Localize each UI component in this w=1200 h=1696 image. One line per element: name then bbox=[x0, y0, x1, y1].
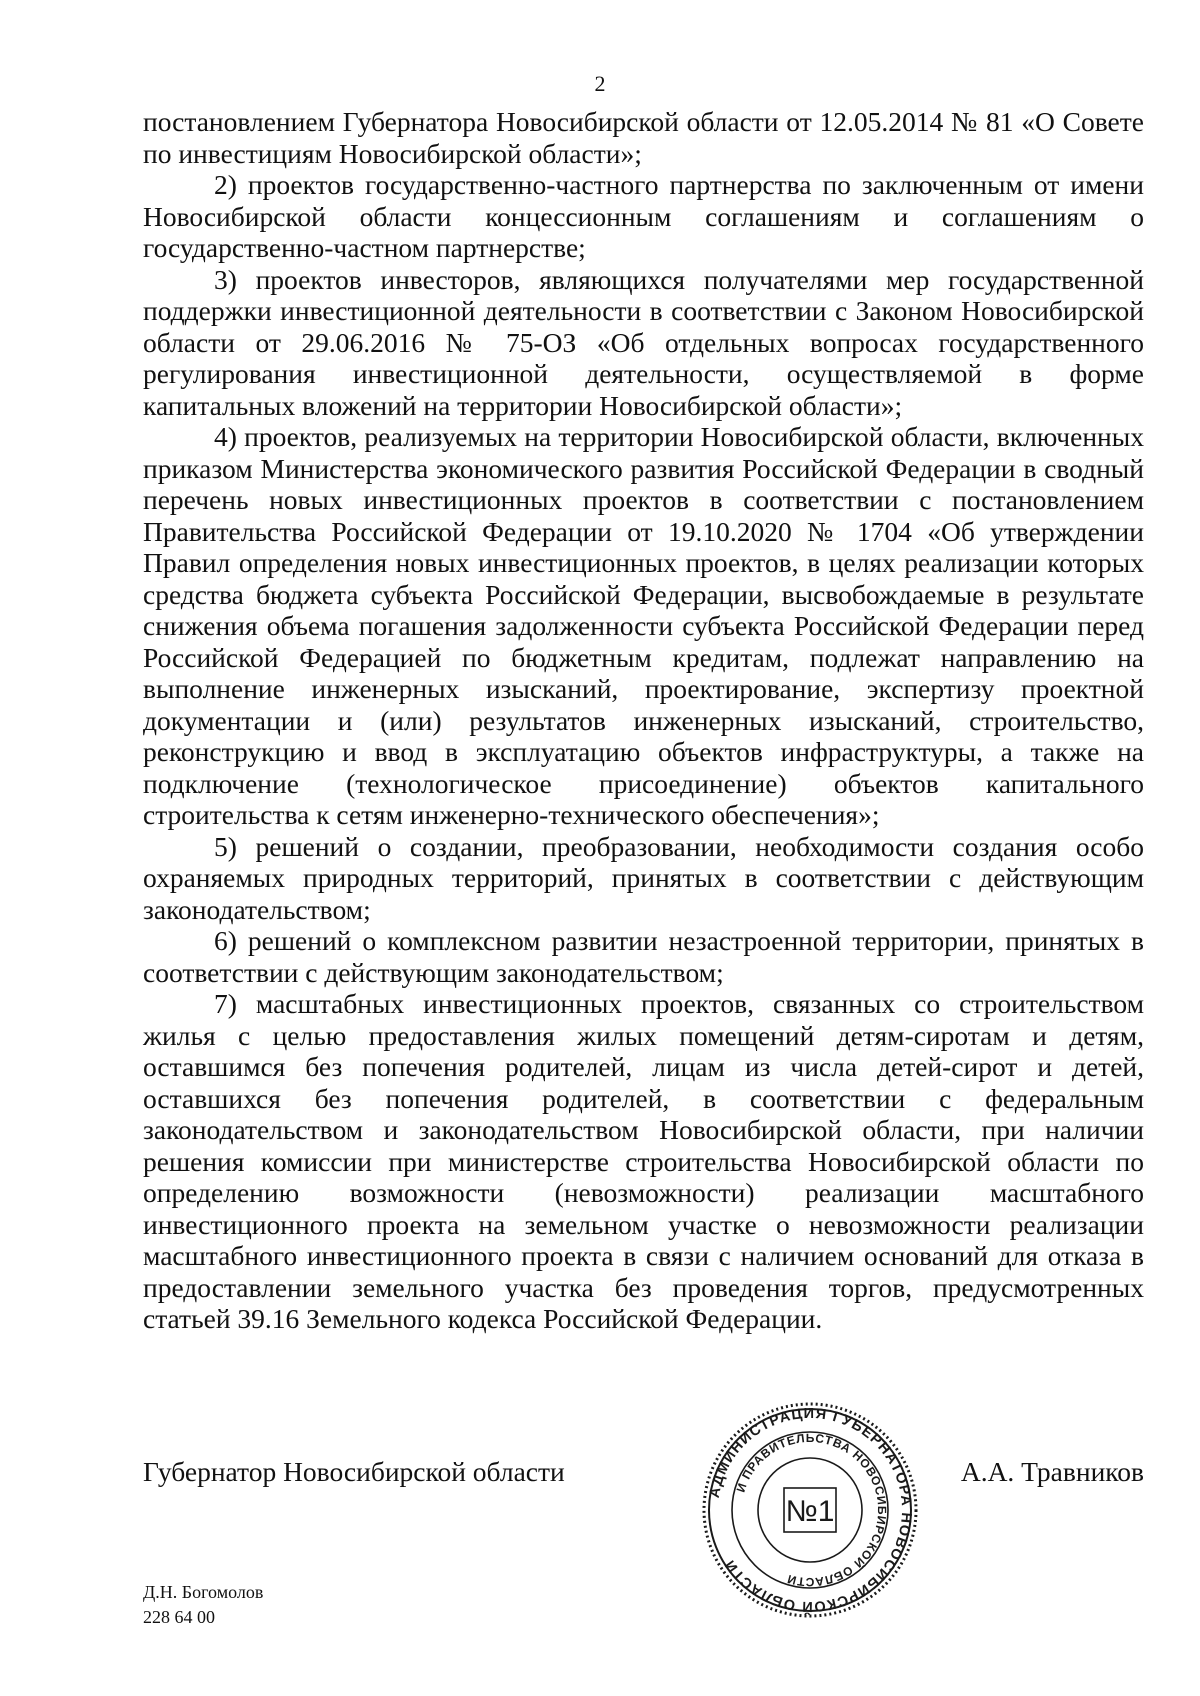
seal-inner-text: И ПРАВИТЕЛЬСТВА НОВОСИБИРСКОЙ ОБЛАСТИ bbox=[733, 1430, 890, 1590]
executor-info bbox=[143, 1580, 263, 1630]
paragraph-item-5: 5) решений о создании, преобразовании, необходимости создания особо охраняемых природных территорий, принятых в соответствии с действующим законодательством; bbox=[143, 830, 1144, 925]
paragraph-item-6: 6) решений о комплексном развитии незастроенной территории, принятых в соответствии с действующим законодательством; bbox=[143, 925, 1144, 988]
executor-phone: 228 64 00 bbox=[143, 1607, 215, 1627]
document-body bbox=[143, 106, 1144, 1335]
page-number: 2 bbox=[594, 71, 606, 96]
official-seal bbox=[700, 1400, 920, 1620]
seal-graphic bbox=[700, 1400, 920, 1620]
seal-center-number: №1 bbox=[785, 1495, 835, 1528]
signatory-position: Губернатор Новосибирской области bbox=[143, 1456, 565, 1487]
signatory-name: А.А. Травников bbox=[960, 1456, 1144, 1487]
paragraph-continuation: постановлением Губернатора Новосибирской области от 12.05.2014 № 81 «О Совете по инвестициям Новосибирской области»; bbox=[143, 106, 1144, 169]
paragraph-item-2: 2) проектов государственно-частного партнерства по заключенным от имени Новосибирской области концессионным соглашениям и соглашениям о государственно-частном партнерстве; bbox=[143, 169, 1144, 263]
seal-outer-text: АДМИНИСТРАЦИЯ ГУБЕРНАТОРА НОВОСИБИРСКОЙ ОБЛАСТИ bbox=[706, 1405, 915, 1615]
paragraph-item-7: 7) масштабных инвестиционных проектов, связанных со строительством жилья с целью предоставления жилых помещений детям-сиротам и детям, оставшимся без попечения родителей, лицам из числа детей-сирот и детей, оставшихся без попечения родителей, в соответствии с федеральным законодательством и законодательством Новосибирской области, при наличии решения комиссии при министерстве строительства Новосибирской области по определению возможности (невозможности) реализации масштабного инвестиционного проекта на земельном участке о невозможности реализации масштабного инвестиционного проекта в связи с наличием оснований для отказа в предоставлении земельного участка без проведения торгов, предусмотренных статьей 39.16 Земельного кодекса Российской Федерации. bbox=[143, 988, 1144, 1334]
paragraph-item-4: 4) проектов, реализуемых на территории Новосибирской области, включенных приказом Министерства экономического развития Российской Федерации в сводный перечень новых инвестиционных проектов в соответствии с постановлением Правительства Российской Федерации от 19.10.2020 № 1704 «Об утверждении Правил определения новых инвестиционных проектов, в целях реализации которых средства бюджета субъекта Российской Федерации, высвобождаемые в результате снижения объема погашения задолженности субъекта Российской Федерации перед Российской Федерацией по бюджетным кредитам, подлежат направлению на выполнение инженерных изысканий, проектирование, экспертизу проектной документации и (или) результатов инженерных изысканий, строительство, реконструкцию и ввод в эксплуатацию объектов инфраструктуры, а также на подключение (технологическое присоединение) объектов капитального строительства к сетям инженерно-технического обеспечения»; bbox=[143, 421, 1144, 830]
signature-block bbox=[143, 1455, 1144, 1491]
paragraph-item-3: 3) проектов инвесторов, являющихся получателями мер государственной поддержки инвестиционной деятельности в соответствии с Законом Новосибирской области от 29.06.2016 № 75-ОЗ «Об отдельных вопросах государственного регулирования инвестиционной деятельности, осуществляемой в форме капитальных вложений на территории Новосибирской области»; bbox=[143, 263, 1144, 421]
executor-name: Д.Н. Богомолов bbox=[143, 1582, 264, 1602]
